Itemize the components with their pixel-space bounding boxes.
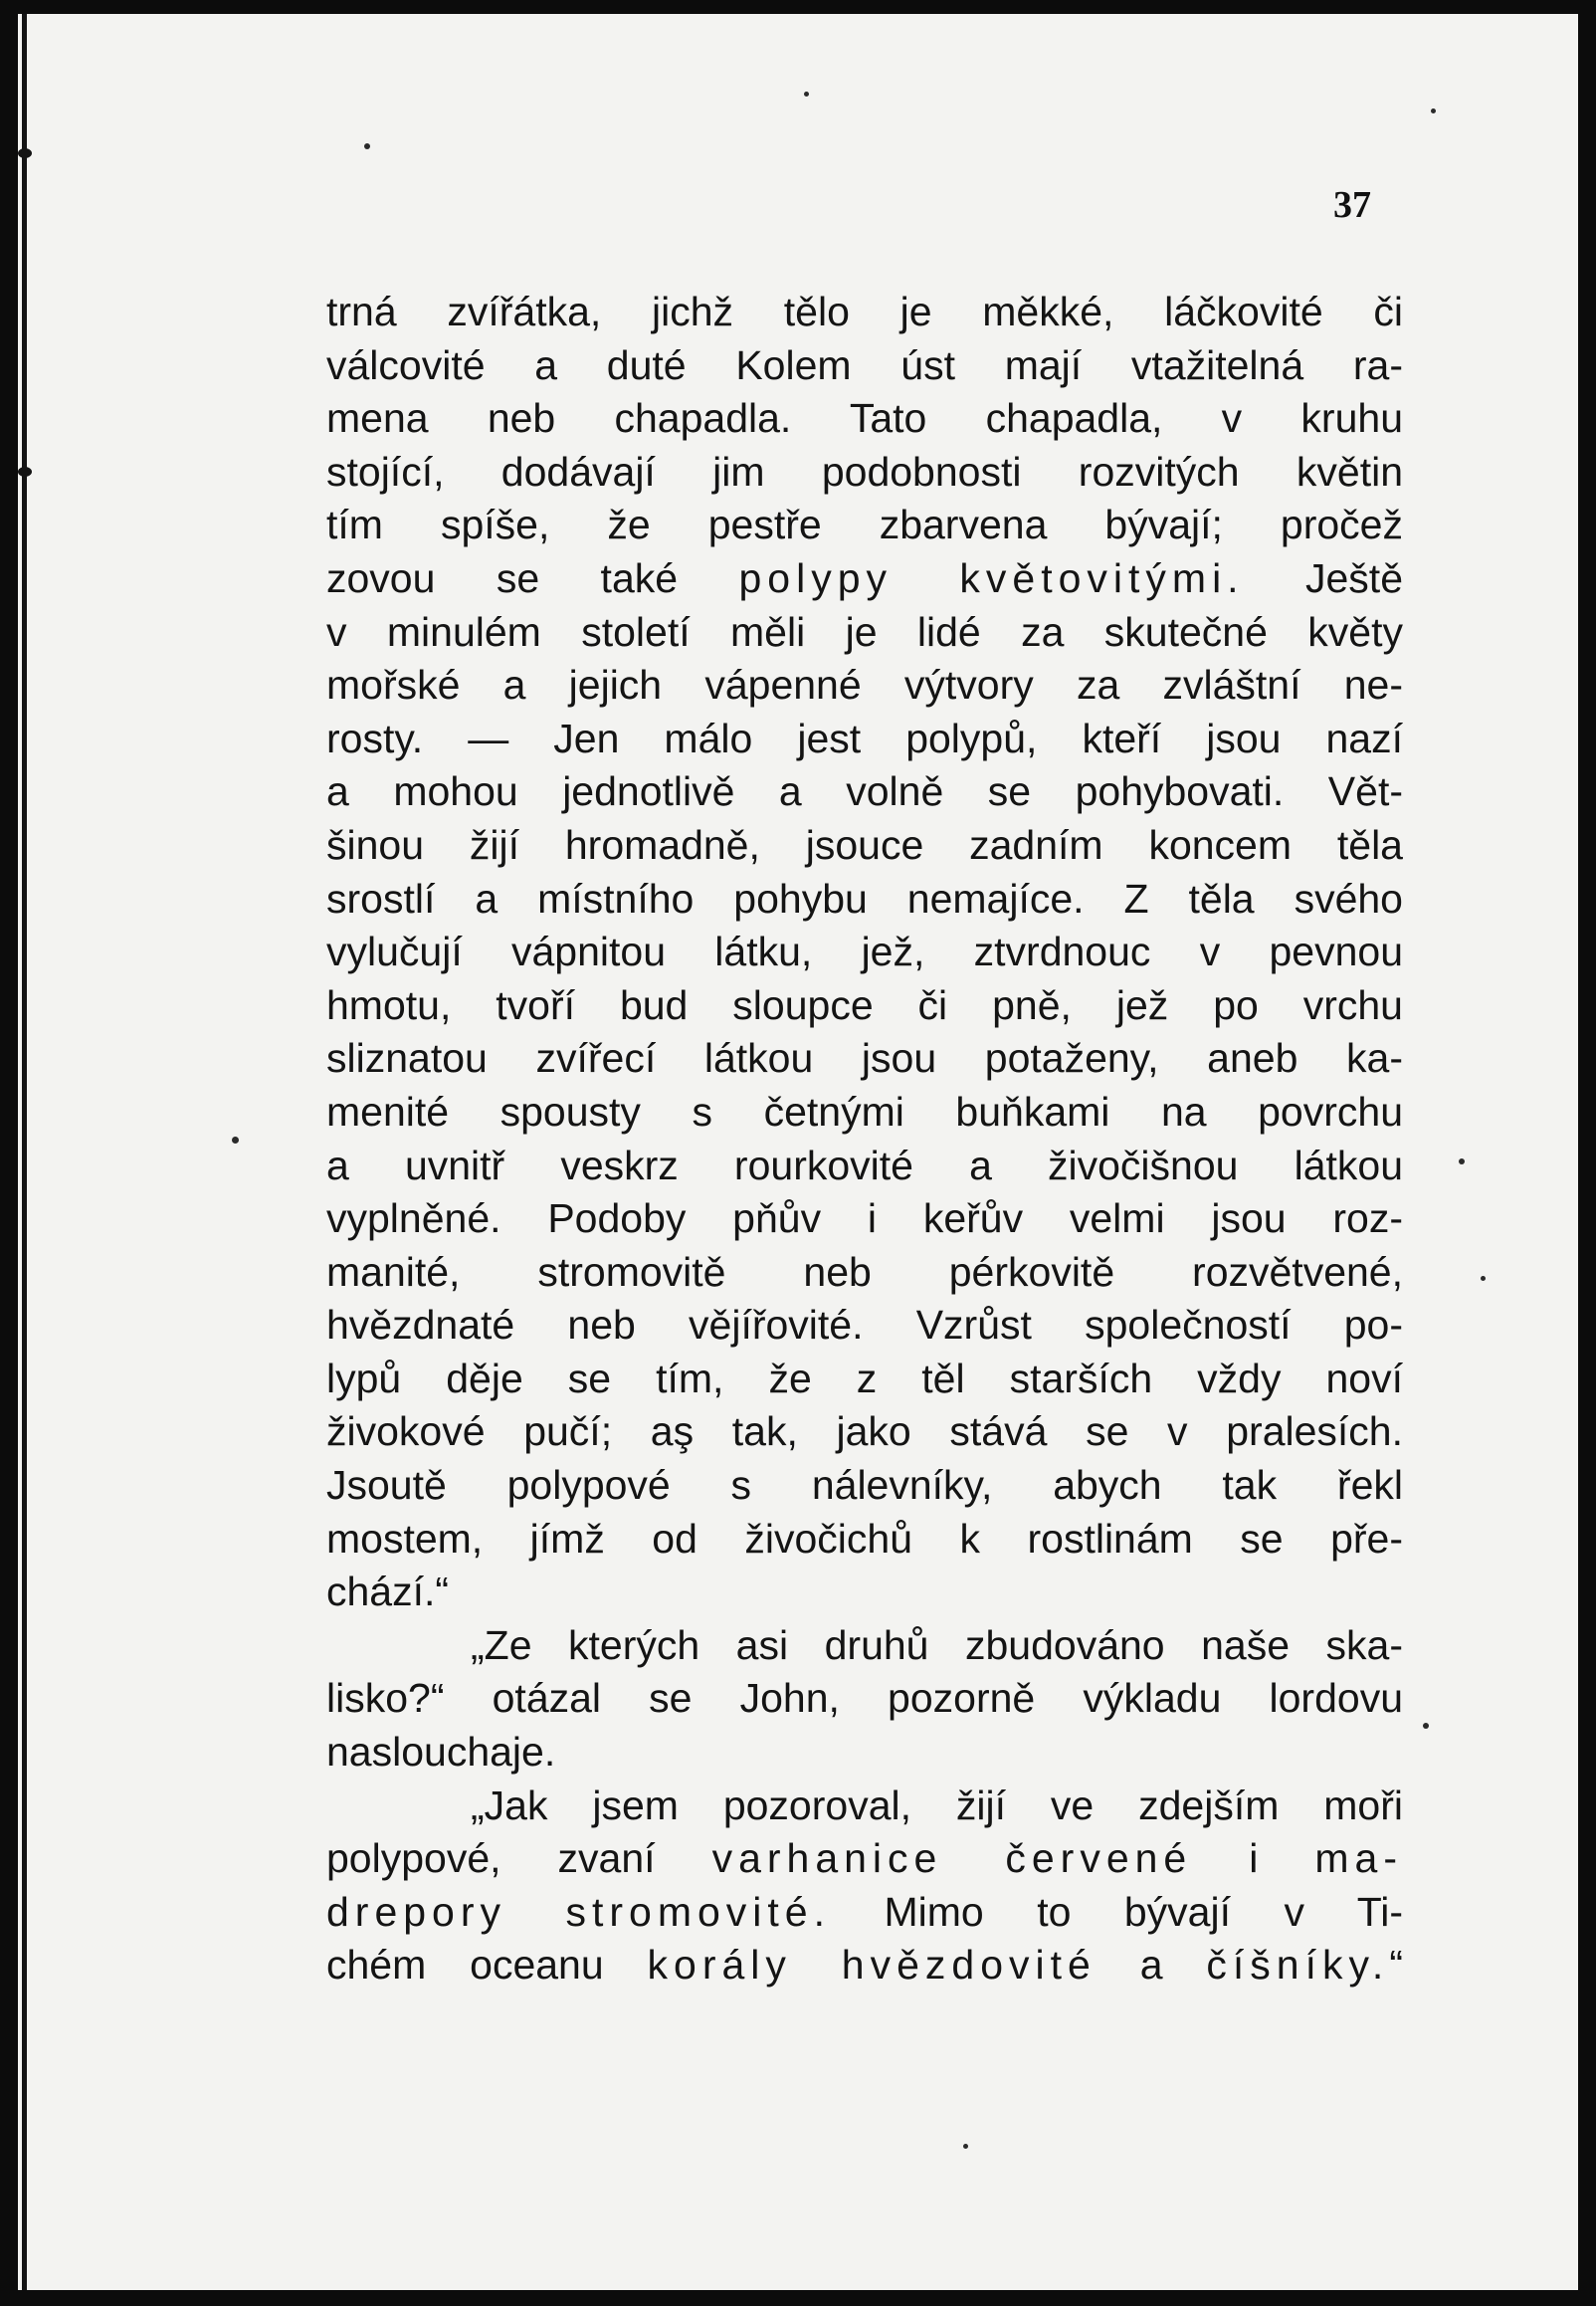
- text-line: [326, 446, 1403, 500]
- paper-speck: [1431, 108, 1436, 113]
- text-line: [326, 1140, 1403, 1193]
- line-segment: naslouchaje.: [326, 1729, 556, 1776]
- text-line: [326, 1299, 1403, 1353]
- line-segment: tím spíše, že pestře zbarvena bývají; pročež: [326, 502, 1403, 548]
- line-segment: hvězdnaté neb vějířovité. Vzrůst společností po-: [326, 1302, 1403, 1349]
- line-segment: vyplněné. Podoby pňův i keřův velmi jsou roz-: [326, 1195, 1403, 1242]
- line-segment: Mimo to bývají v Ti-: [831, 1888, 1403, 1935]
- paragraph: [326, 1619, 1403, 1780]
- emphasized-term: drepory stromovité.: [326, 1888, 831, 1935]
- line-segment: mostem, jímž od živočichů k rostlinám se pře-: [326, 1515, 1403, 1562]
- text-line: [326, 1246, 1403, 1300]
- line-segment: mena neb chapadla. Tato chapadla, v kruhu: [326, 395, 1403, 442]
- line-segment: manité, stromovitě neb pérkovitě rozvětvené,: [326, 1248, 1403, 1295]
- line-segment: stojící, dodávají jim podobnosti rozvitých květin: [326, 448, 1403, 495]
- line-segment: menité spousty s četnými buňkami na povrchu: [326, 1088, 1403, 1135]
- binding-mark: [18, 148, 32, 158]
- line-segment: trná zvířátka, jichž tělo je měkké, láčkovité či: [326, 289, 1403, 334]
- emphasized-term: číšníky.: [1206, 1942, 1390, 1989]
- text-line: [326, 1086, 1403, 1140]
- paragraph: [326, 286, 1403, 1619]
- emphasized-term: varhanice červené: [711, 1835, 1193, 1882]
- text-line: [326, 1886, 1403, 1940]
- text-line: [326, 1566, 1403, 1619]
- text-line: [326, 765, 1403, 819]
- line-segment: válcovité a duté Kolem úst mají vtažitelná ra-: [326, 341, 1403, 388]
- text-line: [326, 819, 1403, 873]
- line-segment: “: [1389, 1942, 1403, 1989]
- line-segment: hmotu, tvoří bud sloupce či pně, jež po vrchu: [326, 981, 1403, 1028]
- text-line: [326, 1672, 1403, 1726]
- text-line: [326, 713, 1403, 766]
- paper-speck: [364, 143, 370, 149]
- line-segment: chází.“: [326, 1569, 450, 1615]
- line-segment: rosty. — Jen málo jest polypů, kteří jsou nazí: [326, 715, 1403, 761]
- text-line: [326, 552, 1403, 606]
- line-segment: „Jak jsem pozoroval, žijí ve zdejším moři: [471, 1782, 1403, 1828]
- line-segment: sliznatou zvířecí látkou jsou potaženy, aneb ka-: [326, 1035, 1403, 1082]
- line-segment: polypové, zvaní: [326, 1835, 712, 1882]
- line-segment: a mohou jednotlivě a volně se pohybovati. Vět-: [326, 768, 1403, 815]
- text-line: [326, 286, 1403, 339]
- paper-speck: [1423, 1723, 1429, 1729]
- text-line: [326, 1032, 1403, 1086]
- binding-mark: [18, 467, 32, 477]
- line-segment: a uvnitř veskrz rourkovité a živočišnou látkou: [326, 1142, 1403, 1188]
- paper-speck: [1459, 1158, 1465, 1164]
- text-line: [326, 392, 1403, 446]
- line-segment: i: [1192, 1835, 1315, 1882]
- paper-speck: [232, 1137, 239, 1144]
- line-segment: Ještě: [1244, 554, 1403, 601]
- text-line: [326, 926, 1403, 979]
- text-line: [326, 979, 1403, 1033]
- text-line: [326, 1619, 1403, 1673]
- line-segment: srostlí a místního pohybu nemajíce. Z těla svého: [326, 875, 1403, 922]
- emphasized-term: korály hvězdovité: [647, 1942, 1097, 1989]
- body-text: [326, 286, 1403, 1992]
- text-line: [326, 1939, 1403, 1992]
- text-line: [326, 1726, 1403, 1780]
- text-line: [326, 1353, 1403, 1406]
- binding-edge: [22, 14, 27, 2290]
- line-segment: vylučují vápnitou látku, jež, ztvrdnouc v pevnou: [326, 929, 1403, 975]
- line-segment: Jsoutě polypové s nálevníky, abych tak řekl: [326, 1462, 1403, 1509]
- text-line: [326, 606, 1403, 660]
- text-line: [326, 1513, 1403, 1567]
- line-segment: lypů děje se tím, že z těl starších vždy noví: [326, 1355, 1403, 1401]
- paper-speck: [963, 2144, 968, 2149]
- text-line: [326, 659, 1403, 713]
- text-line: [326, 1192, 1403, 1246]
- line-segment: živokové pučí; aş tak, jako stává se v pralesích.: [326, 1408, 1403, 1455]
- text-line: [326, 339, 1403, 393]
- paper-speck: [804, 92, 809, 97]
- line-segment: lisko?“ otázal se John, pozorně výkladu lordovu: [326, 1675, 1403, 1722]
- line-segment: „Ze kterých asi druhů zbudováno naše ska-: [471, 1621, 1403, 1668]
- text-line: [326, 499, 1403, 552]
- text-line: [326, 1832, 1403, 1886]
- text-line: [326, 1459, 1403, 1513]
- emphasized-term: polypy květovitými.: [738, 554, 1245, 601]
- line-segment: šinou žijí hromadně, jsouce zadním koncem těla: [326, 821, 1403, 868]
- line-segment: chém oceanu: [326, 1942, 648, 1989]
- paragraph: [326, 1780, 1403, 1992]
- line-segment: a: [1096, 1942, 1207, 1989]
- line-segment: v minulém století měli je lidé za skutečné květy: [326, 608, 1403, 655]
- emphasized-term: ma-: [1314, 1835, 1403, 1882]
- paper-speck: [1481, 1276, 1486, 1281]
- text-line: [326, 1405, 1403, 1459]
- line-segment: zovou se také: [326, 554, 739, 601]
- book-page: [18, 14, 1578, 2290]
- line-segment: mořské a jejich vápenné výtvory za zvláštní ne-: [326, 662, 1403, 709]
- text-line: [326, 1780, 1403, 1833]
- page-number: 37: [1333, 184, 1371, 226]
- text-line: [326, 873, 1403, 927]
